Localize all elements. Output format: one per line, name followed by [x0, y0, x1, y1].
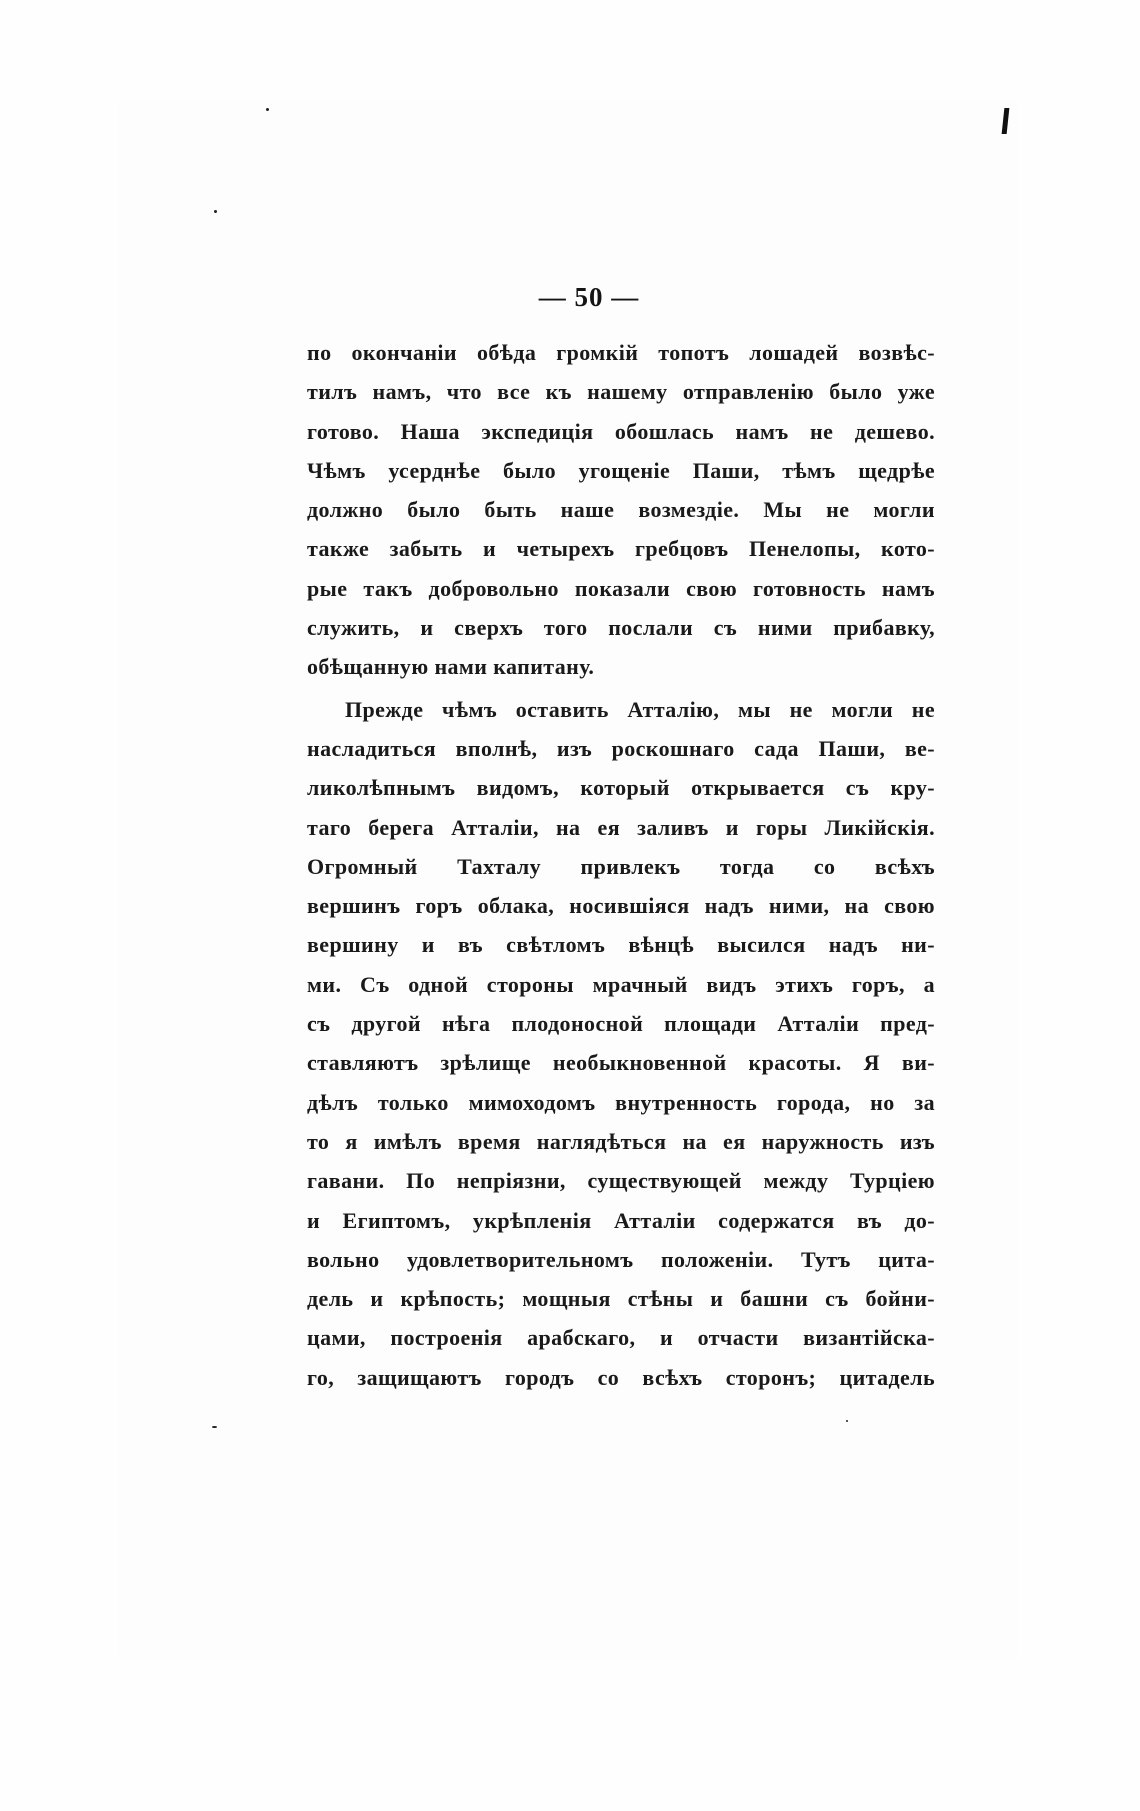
page-number: — 50 — [538, 282, 640, 312]
text-line: го, защищаютъ городъ со всѣхъ сторонъ; цитадель [307, 1364, 935, 1390]
scan-speck [266, 108, 269, 111]
text-line: ми. Съ одной стороны мрачный видъ этихъ горъ, а [307, 971, 935, 997]
text-line: ликолѣпнымъ видомъ, который открывается съ кру- [307, 775, 935, 801]
text-line: служить, и сверхъ того послали съ ними прибавку, [307, 615, 935, 641]
text-line: таго берега Атталіи, на ея заливъ и горы Ликійскія. [307, 814, 935, 840]
text-line: тилъ намъ, что все къ нашему отправленію было уже [307, 379, 935, 405]
paragraph [307, 690, 935, 1397]
text-line: обѣщанную нами капитану. [307, 654, 595, 680]
text-line: гавани. По непріязни, существующей между Турціею [307, 1168, 935, 1194]
text-line: рые такъ добровольно показали свою готовность намъ [307, 575, 935, 601]
paragraph [307, 333, 935, 687]
scan-speck [846, 1420, 848, 1422]
text-line: готово. Наша экспедиція обошлась намъ не дешево. [307, 418, 935, 444]
text-line: вершинъ горъ облака, носившіяся надъ ними, на свою [307, 893, 935, 919]
text-line: дѣлъ только мимоходомъ внутренность города, но за [307, 1089, 935, 1115]
text-line: Чѣмъ усерднѣе было угощеніе Паши, тѣмъ щедрѣе [307, 457, 935, 483]
text-line: насладиться вполнѣ, изъ роскошнаго сада Паши, ве- [307, 735, 935, 761]
text-line: и Египтомъ, укрѣпленія Атталіи содержатся въ до- [307, 1207, 935, 1233]
text-line: цами, построенія арабскаго, и отчасти византійска- [307, 1325, 935, 1351]
scan-speck [212, 1426, 217, 1428]
text-line: ставляютъ зрѣлище необыкновенной красоты. Я ви- [307, 1050, 935, 1076]
text-line: Прежде чѣмъ оставить Атталію, мы не могли не [345, 696, 935, 722]
text-line: то я имѣлъ время наглядѣться на ея наружность изъ [307, 1128, 935, 1154]
text-line: по окончаніи обѣда громкій топотъ лошадей возвѣс- [307, 340, 935, 365]
text-line: также забыть и четырехъ гребцовъ Пенелопы, кото- [307, 536, 935, 562]
text-line: съ другой нѣга плодоносной площади Атталіи пред- [307, 1011, 935, 1037]
text-line: вольно удовлетворительномъ положеніи. Тутъ цита- [307, 1246, 935, 1272]
text-line: Огромный Тахталу привлекъ тогда со всѣхъ [307, 853, 935, 879]
scan-speck [214, 210, 217, 213]
text-line: должно было быть наше возмездіе. Мы не могли [307, 497, 935, 523]
text-line: дель и крѣпость; мощныя стѣны и башни съ бойни- [307, 1286, 935, 1312]
body-text [307, 333, 935, 1397]
text-line: вершину и въ свѣтломъ вѣнцѣ высился надъ ни- [307, 932, 935, 958]
